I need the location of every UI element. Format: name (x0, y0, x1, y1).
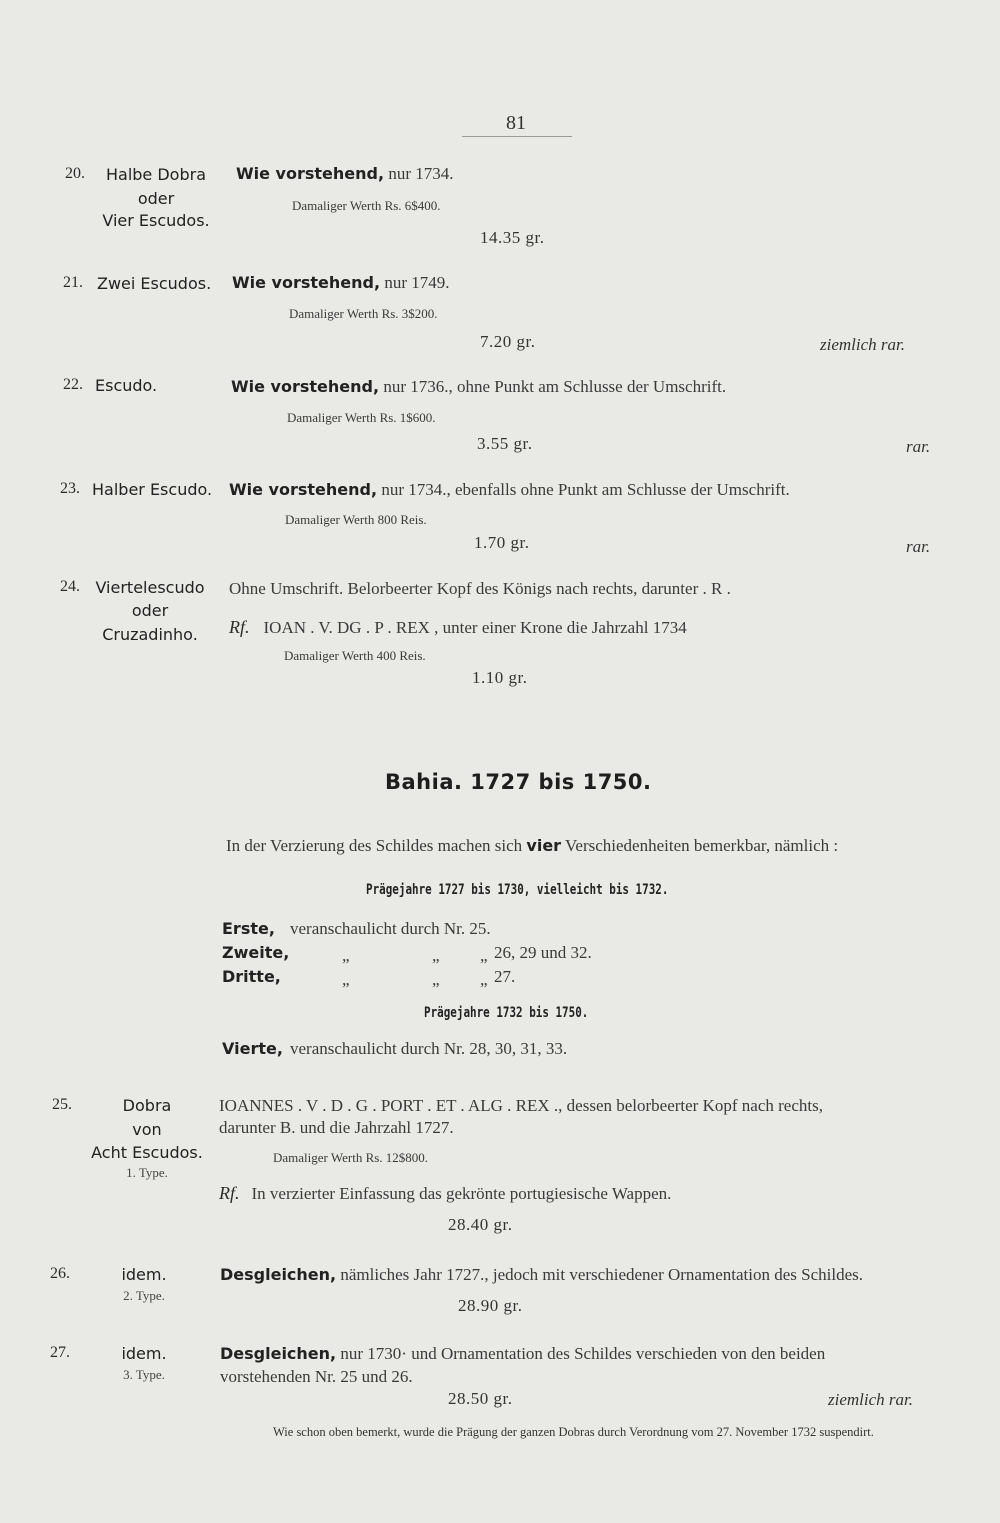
ditto-mark: „ (432, 970, 440, 989)
entry-number: 27. (50, 1344, 70, 1361)
entry-name-line: Vier Escudos. (102, 211, 210, 230)
reverse-abbrev: Rf. (229, 617, 250, 637)
entry-name-line: Dobra (122, 1096, 172, 1115)
entry-weight: 28.50 gr. (448, 1389, 513, 1408)
variant-label: Erste, (222, 919, 275, 938)
entry-description (220, 1344, 825, 1364)
entry-number: 20. (65, 165, 85, 182)
entry-description (236, 164, 453, 184)
entry-reverse (219, 1183, 671, 1204)
entry-name: idem. (121, 1265, 167, 1284)
entry-desc: IOAN . V. DG . P . REX , unter einer Krone die Jahrzahl 1734 (263, 618, 687, 637)
entry-desc: IOANNES . V . D . G . PORT . ET . ALG . REX ., dessen belorbeerter Kopf nach rechts, (219, 1096, 823, 1115)
entry-weight: 1.10 gr. (472, 668, 528, 687)
variant-text: veranschaulicht durch Nr. 28, 30, 31, 33. (290, 1039, 568, 1058)
entry-desc: darunter B. und die Jahrzahl 1727. (219, 1118, 454, 1137)
entry-weight: 3.55 gr. (477, 434, 533, 453)
entry-weight: 7.20 gr. (480, 332, 536, 351)
reverse-abbrev: Rf. (219, 1183, 240, 1203)
entry-name-line: Cruzadinho. (102, 625, 198, 644)
ditto-mark: „ (432, 946, 440, 965)
variant-text: 26, 29 und 32. (494, 943, 592, 962)
entry-name-line: Zwei Escudos. (97, 274, 212, 293)
entry-desc: nur 1736., ohne Punkt am Schlusse der Umschrift. (379, 377, 727, 396)
entry-desc: vorstehenden Nr. 25 und 26. (220, 1367, 413, 1386)
entry-type: 3. Type. (123, 1367, 165, 1382)
entry-desc: Ohne Umschrift. Belorbeerter Kopf des Königs nach rechts, darunter . R . (229, 579, 731, 598)
entry-value: Damaliger Werth Rs. 6$400. (292, 198, 441, 213)
entry-rarity: rar. (906, 537, 931, 556)
entry-name: idem. (121, 1344, 167, 1363)
entry-value: Damaliger Werth Rs. 12$800. (273, 1150, 429, 1165)
entry-number: 24. (60, 578, 80, 595)
entry-name-line: Viertelescudo (95, 578, 205, 597)
entry-desc: nur 1749. (380, 273, 450, 292)
entry-name-line: oder (131, 601, 169, 620)
intro-text: In der Verzierung des Schildes machen sich (226, 836, 527, 855)
page-number: 81 (506, 112, 526, 134)
entry-description (231, 377, 726, 397)
entry-weight: 28.90 gr. (458, 1296, 523, 1315)
entry-description (220, 1265, 863, 1285)
ditto-mark: „ (342, 970, 350, 989)
entry-name-line: Halbe Dobra (105, 165, 206, 184)
entry-rarity: ziemlich rar. (828, 1390, 913, 1409)
page-number-rule (462, 136, 572, 137)
entry-desc: In verzierter Einfassung das gekrönte portugiesische Wappen. (251, 1184, 672, 1203)
entry-type: 1. Type. (126, 1165, 168, 1180)
entry-lead: Desgleichen, (220, 1344, 337, 1363)
entry-description (232, 273, 449, 293)
entry-name-line: von (132, 1120, 162, 1139)
footnote: Wie schon oben bemerkt, wurde die Prägung der ganzen Dobras durch Verordnung vom 27. November 1732 suspendirt. (273, 1425, 874, 1439)
entry-rarity: rar. (906, 437, 931, 456)
entry-name-line: Halber Escudo. (92, 480, 213, 499)
entry-lead: Wie vorstehend, (232, 273, 381, 292)
entry-lead: Wie vorstehend, (236, 164, 385, 183)
subheading-years: Prägejahre 1727 bis 1730, vielleicht bis 1732. (366, 882, 669, 898)
entry-rarity: ziemlich rar. (820, 335, 905, 354)
subheading-years: Prägejahre 1732 bis 1750. (424, 1005, 589, 1021)
entry-weight: 1.70 gr. (474, 533, 530, 552)
entry-desc: nur 1734. (384, 164, 454, 183)
entry-name-line: oder (137, 189, 175, 208)
entry-value: Damaliger Werth 400 Reis. (284, 648, 426, 663)
intro-bold: vier (526, 836, 562, 855)
entry-value: Damaliger Werth Rs. 3$200. (289, 306, 438, 321)
entry-number: 22. (63, 376, 83, 393)
variant-text: veranschaulicht durch Nr. 25. (290, 919, 491, 938)
entry-lead: Wie vorstehend, (229, 480, 378, 499)
entry-weight: 28.40 gr. (448, 1215, 513, 1234)
entry-number: 26. (50, 1265, 70, 1282)
entry-lead: Desgleichen, (220, 1265, 337, 1284)
entry-weight: 14.35 gr. (480, 228, 545, 247)
section-heading: Bahia. 1727 bis 1750. (385, 770, 652, 794)
entry-name-line: Escudo. (95, 376, 158, 395)
ditto-mark: „ (342, 946, 350, 965)
ditto-mark: „ (480, 946, 488, 965)
variant-text: 27. (494, 967, 516, 986)
entry-name-line: Acht Escudos. (91, 1143, 203, 1162)
intro-text: Verschiedenheiten bemerkbar, nämlich : (561, 836, 839, 855)
entry-type: 2. Type. (123, 1288, 165, 1303)
entry-number: 25. (52, 1096, 72, 1113)
section-intro (226, 836, 838, 856)
entry-number: 23. (60, 480, 80, 497)
entry-desc: nämliches Jahr 1727., jedoch mit verschiedener Ornamentation des Schildes. (336, 1265, 863, 1284)
entry-desc: nur 1730· und Ornamentation des Schildes verschieden von den beiden (336, 1344, 826, 1363)
variant-label: Vierte, (222, 1039, 283, 1058)
entry-description (229, 480, 790, 500)
entry-desc: nur 1734., ebenfalls ohne Punkt am Schlusse der Umschrift. (377, 480, 790, 499)
variant-label: Dritte, (222, 967, 281, 986)
entry-reverse (229, 617, 687, 638)
ditto-mark: „ (480, 970, 488, 989)
entry-value: Damaliger Werth 800 Reis. (285, 512, 427, 527)
variant-label: Zweite, (222, 943, 290, 962)
entry-number: 21. (63, 274, 83, 291)
entry-lead: Wie vorstehend, (231, 377, 380, 396)
entry-value: Damaliger Werth Rs. 1$600. (287, 410, 436, 425)
